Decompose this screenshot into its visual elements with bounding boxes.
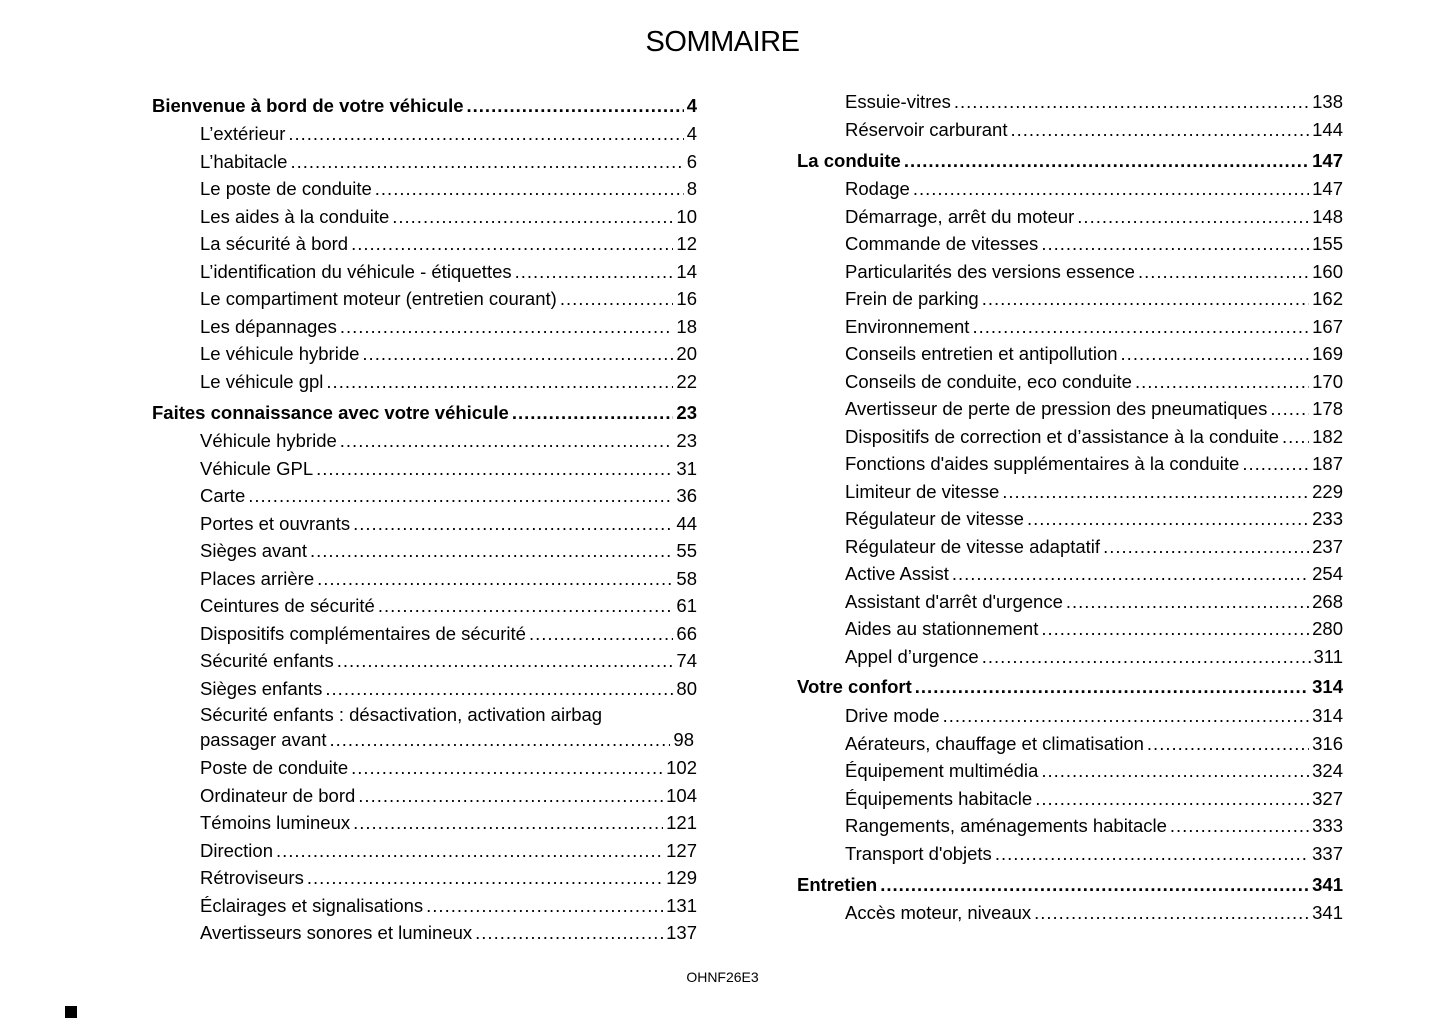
dot-leader [392, 206, 673, 228]
toc-entry[interactable] [797, 371, 1343, 393]
dot-leader [954, 91, 1309, 113]
toc-entry-label: Rangements, aménagements habitacle [845, 815, 1167, 836]
toc-entry[interactable] [152, 178, 697, 200]
toc-entry[interactable] [152, 757, 697, 779]
toc-entry-label: Avertisseurs sonores et lumineux [200, 922, 473, 943]
dot-leader [982, 646, 1311, 668]
dot-leader [529, 623, 673, 645]
toc-entry-page: 229 [1312, 480, 1343, 502]
dot-leader [560, 288, 674, 310]
toc-entry[interactable] [152, 895, 697, 917]
toc-entry-page: 333 [1312, 815, 1343, 836]
toc-entry[interactable] [152, 568, 697, 590]
toc-entry-page: 147 [1312, 150, 1343, 171]
toc-section-heading[interactable] [152, 95, 697, 117]
toc-entry-page: 4 [686, 123, 697, 144]
toc-entry-page: 187 [1312, 453, 1343, 474]
toc-entry[interactable] [152, 812, 697, 834]
toc-entry-page: 36 [676, 485, 697, 506]
toc-entry-page: 268 [1312, 590, 1343, 612]
toc-entry-page: 170 [1312, 370, 1343, 392]
toc-entry-label: Le compartiment moteur (entretien courant) [200, 288, 557, 309]
dot-leader [290, 151, 683, 173]
toc-entry-page: 14 [676, 260, 697, 282]
toc-entry-page: 324 [1312, 760, 1343, 781]
dot-leader [515, 261, 674, 283]
dot-leader [351, 757, 663, 779]
toc-entry-page: 327 [1312, 787, 1343, 809]
toc-entry-label: Véhicule hybride [200, 430, 337, 451]
toc-entry-label: Votre confort [797, 676, 912, 697]
toc-entry[interactable] [797, 288, 1343, 310]
toc-section-heading[interactable] [797, 676, 1343, 698]
toc-entry-label: Véhicule GPL [200, 457, 314, 479]
toc-entry[interactable] [152, 233, 697, 255]
page-title: SOMMAIRE [645, 26, 800, 58]
toc-entry-page: 148 [1312, 205, 1343, 227]
dot-leader [995, 843, 1309, 865]
toc-entry-label: Démarrage, arrêt du moteur [845, 205, 1075, 227]
toc-entry[interactable] [152, 540, 697, 562]
toc-entry[interactable] [797, 733, 1343, 755]
dot-leader [467, 95, 684, 117]
toc-entry[interactable] [152, 513, 697, 535]
toc-entry-page: 4 [686, 95, 697, 116]
dot-leader [307, 867, 663, 889]
toc-entry-page: 58 [676, 567, 697, 589]
dot-leader [952, 563, 1309, 585]
toc-entry[interactable] [152, 316, 697, 338]
toc-entry-page: 237 [1312, 535, 1343, 557]
toc-entry-page: 16 [676, 288, 697, 309]
dot-leader [1041, 760, 1309, 782]
dot-leader [1147, 733, 1309, 755]
toc-entry-page: 155 [1312, 233, 1343, 254]
toc-entry-label: Avertisseur de perte de pression des pneumatiques [845, 398, 1268, 419]
toc-entry[interactable] [152, 729, 694, 751]
toc-entry-label: Dispositifs de correction et d’assistance à la conduite [845, 425, 1279, 447]
dot-leader [1066, 591, 1309, 613]
dot-leader [1010, 119, 1309, 141]
toc-entry[interactable] [152, 430, 697, 452]
dot-leader [351, 233, 673, 255]
toc-entry-page: 121 [666, 812, 697, 833]
dot-leader [310, 540, 673, 562]
toc-entry-label: L’extérieur [200, 123, 286, 144]
toc-entry[interactable] [152, 595, 697, 617]
dot-leader [362, 343, 673, 365]
dot-leader [915, 676, 1309, 698]
toc-entry[interactable] [152, 623, 697, 645]
toc-entry[interactable] [797, 398, 1343, 420]
toc-entry[interactable] [797, 508, 1343, 530]
toc-entry-label: Poste de conduite [200, 757, 349, 778]
toc-entry-label: La sécurité à bord [200, 233, 349, 254]
toc-entry-label: La conduite [797, 150, 901, 171]
toc-entry-label: Portes et ouvrants [200, 512, 351, 534]
toc-entry-label: L’habitacle [200, 150, 288, 172]
toc-entry[interactable] [797, 536, 1343, 558]
toc-entry-page: 12 [676, 233, 697, 254]
toc-entry-label-line2: passager avant [200, 729, 327, 750]
toc-entry-label: Les aides à la conduite [200, 205, 390, 227]
toc-entry-label: Active Assist [845, 563, 949, 584]
toc-section-heading[interactable] [152, 402, 697, 424]
toc-entry-label: Rodage [845, 178, 910, 199]
toc-entry[interactable] [152, 458, 697, 480]
print-registration-mark [65, 1006, 77, 1018]
toc-entry-page: 137 [666, 922, 697, 943]
toc-entry-page: 55 [676, 540, 697, 561]
toc-entry-page: 138 [1312, 91, 1343, 112]
dot-leader [340, 430, 674, 452]
toc-entry-label: Éclairages et signalisations [200, 894, 424, 916]
toc-entry-label: Rétroviseurs [200, 867, 304, 888]
toc-entry-page: 337 [1312, 842, 1343, 864]
toc-entry[interactable] [797, 261, 1343, 283]
dot-leader [353, 812, 663, 834]
toc-entry-label: Conseils de conduite, eco conduite [845, 370, 1132, 392]
dot-leader [943, 705, 1310, 727]
toc-entry-page: 314 [1312, 705, 1343, 726]
toc-entry-page: 316 [1312, 732, 1343, 754]
dot-leader [1170, 815, 1309, 837]
toc-entry[interactable] [152, 371, 697, 393]
toc-entry[interactable] [797, 843, 1343, 865]
toc-entry-label: Essuie-vitres [845, 91, 951, 112]
toc-entry[interactable] [797, 591, 1343, 613]
toc-entry-page: 44 [676, 512, 697, 534]
toc-entry[interactable] [152, 343, 697, 365]
toc-entry[interactable] [152, 151, 697, 173]
toc-entry-label: Accès moteur, niveaux [845, 902, 1032, 923]
toc-entry-page: 127 [666, 839, 697, 861]
dot-leader [426, 895, 663, 917]
dot-leader [982, 288, 1309, 310]
toc-entry-label: Régulateur de vitesse adaptatif [845, 535, 1101, 557]
toc-entry-page: 341 [1312, 902, 1343, 923]
toc-entry[interactable] [797, 233, 1343, 255]
toc-entry-label: Équipement multimédia [845, 760, 1039, 781]
dot-leader [317, 568, 673, 590]
dot-leader [1041, 618, 1309, 640]
toc-entry-label: Commande de vitesses [845, 233, 1039, 254]
toc-entry-page: 23 [676, 430, 697, 451]
toc-section-heading[interactable] [797, 150, 1343, 172]
toc-entry-page: 22 [676, 370, 697, 392]
toc-entry[interactable] [152, 840, 697, 862]
dot-leader [276, 840, 663, 862]
dot-leader [288, 123, 683, 145]
toc-entry-label: Particularités des versions essence [845, 260, 1135, 282]
toc-entry-label: Drive mode [845, 705, 940, 726]
toc-entry-label: Carte [200, 485, 246, 506]
dot-leader [1035, 788, 1309, 810]
toc-entry-label: Entretien [797, 874, 878, 895]
toc-entry-page: 31 [676, 457, 697, 479]
dot-leader [1027, 508, 1309, 530]
dot-leader [248, 485, 673, 507]
toc-entry-label: Places arrière [200, 567, 315, 589]
toc-entry[interactable] [797, 453, 1343, 475]
toc-entry-page: 178 [1312, 398, 1343, 419]
dot-leader [880, 874, 1309, 896]
toc-entry-label: Ceintures de sécurité [200, 595, 375, 616]
toc-entry-page: 311 [1313, 645, 1343, 667]
toc-entry-page: 147 [1312, 178, 1343, 199]
toc-entry-label: Direction [200, 839, 273, 861]
dot-leader [972, 316, 1309, 338]
toc-entry-page: 131 [666, 894, 697, 916]
toc-entry[interactable] [797, 481, 1343, 503]
toc-entry-label: Limiteur de vitesse [845, 480, 1000, 502]
toc-entry[interactable] [797, 91, 1343, 113]
dot-leader [1282, 426, 1309, 448]
toc-entry-label: Dispositifs complémentaires de sécurité [200, 622, 526, 644]
dot-leader [330, 729, 671, 751]
toc-entry[interactable] [797, 563, 1343, 585]
toc-entry-label: Ordinateur de bord [200, 784, 356, 806]
toc-entry-label: Témoins lumineux [200, 812, 351, 833]
toc-entry-label: Assistant d'arrêt d'urgence [845, 590, 1063, 612]
toc-entry-label: Les dépannages [200, 315, 337, 337]
toc-entry-page: 74 [676, 650, 697, 671]
toc-entry[interactable] [797, 760, 1343, 782]
toc-entry-label-line1[interactable]: Sécurité enfants : désactivation, activation airbag [200, 704, 603, 725]
toc-entry[interactable] [152, 867, 697, 889]
dot-leader [1270, 398, 1309, 420]
toc-entry-label: Réservoir carburant [845, 118, 1008, 140]
toc-entry-page: 102 [666, 757, 697, 778]
toc-entry-label: Conseils entretien et antipollution [845, 343, 1118, 364]
toc-entry-page: 66 [676, 622, 697, 644]
toc-entry-label: Aérateurs, chauffage et climatisation [845, 732, 1144, 754]
toc-entry-page: 98 [673, 729, 694, 750]
toc-entry-label: Environnement [845, 315, 970, 337]
toc-entry-page: 23 [676, 402, 697, 423]
toc-entry[interactable] [152, 261, 697, 283]
toc-entry-page: 314 [1312, 676, 1343, 697]
document-code: OHNF26E3 [686, 969, 759, 985]
toc-entry[interactable] [152, 922, 697, 944]
toc-entry-label: Sièges enfants [200, 677, 323, 699]
toc-entry-label: Le véhicule gpl [200, 370, 324, 392]
toc-entry-page: 8 [686, 178, 697, 199]
toc-entry[interactable] [152, 485, 697, 507]
dot-leader [340, 316, 674, 338]
toc-entry-label: Frein de parking [845, 288, 979, 309]
toc-entry-label: Le poste de conduite [200, 178, 372, 199]
dot-leader [1138, 261, 1309, 283]
dot-leader [1242, 453, 1309, 475]
toc-entry-label: Transport d'objets [845, 842, 992, 864]
dot-leader [326, 371, 673, 393]
toc-entry-page: 280 [1312, 618, 1343, 639]
dot-leader [358, 785, 663, 807]
toc-entry-label: Fonctions d'aides supplémentaires à la conduite [845, 453, 1240, 474]
dot-leader [913, 178, 1309, 200]
dot-leader [512, 402, 674, 424]
toc-entry[interactable] [797, 206, 1343, 228]
toc-entry-label: Aides au stationnement [845, 618, 1039, 639]
dot-leader [1121, 343, 1310, 365]
dot-leader [375, 178, 684, 200]
dot-leader [337, 650, 674, 672]
toc-entry-label: Faites connaissance avec votre véhicule [152, 402, 509, 423]
toc-entry[interactable] [152, 785, 697, 807]
dot-leader [904, 150, 1309, 172]
toc-entry-label: Appel d’urgence [845, 645, 979, 667]
dot-leader [325, 678, 673, 700]
toc-entry-page: 6 [686, 150, 697, 172]
toc-section-heading[interactable] [797, 874, 1343, 896]
toc-entry-page: 169 [1312, 343, 1343, 364]
toc-entry-label: Régulateur de vitesse [845, 508, 1024, 529]
toc-entry-label: Sièges avant [200, 540, 307, 561]
toc-entry-page: 20 [676, 343, 697, 364]
toc-entry-label: Le véhicule hybride [200, 343, 360, 364]
dot-leader [1002, 481, 1309, 503]
toc-entry[interactable] [797, 426, 1343, 448]
toc-entry-page: 167 [1312, 315, 1343, 337]
toc-entry[interactable] [797, 705, 1343, 727]
toc-entry-page: 162 [1312, 288, 1343, 309]
toc-entry[interactable] [797, 815, 1343, 837]
toc-entry-page: 233 [1312, 508, 1343, 529]
dot-leader [378, 595, 674, 617]
toc-entry[interactable] [797, 178, 1343, 200]
dot-leader [1034, 902, 1309, 924]
toc-entry[interactable] [152, 678, 697, 700]
toc-entry[interactable] [797, 902, 1343, 924]
dot-leader [1103, 536, 1309, 558]
toc-entry-page: 254 [1312, 563, 1343, 584]
toc-entry-label: L’identification du véhicule - étiquettes [200, 260, 512, 282]
toc-entry-page: 129 [666, 867, 697, 888]
toc-entry-label: Équipements habitacle [845, 787, 1033, 809]
toc-entry-page: 160 [1312, 260, 1343, 282]
dot-leader [1041, 233, 1309, 255]
toc-entry-label: Bienvenue à bord de votre véhicule [152, 95, 464, 116]
toc-entry[interactable] [797, 316, 1343, 338]
toc-entry[interactable] [152, 650, 697, 672]
toc-entry[interactable] [152, 288, 697, 310]
toc-entry-page: 104 [666, 784, 697, 806]
toc-entry[interactable] [152, 206, 697, 228]
toc-entry-page: 61 [676, 595, 697, 616]
toc-entry-page: 10 [676, 205, 697, 227]
toc-entry-page: 144 [1312, 118, 1343, 140]
toc-entry[interactable] [797, 646, 1343, 668]
toc-entry-page: 182 [1312, 425, 1343, 447]
toc-entry-page: 80 [676, 677, 697, 699]
dot-leader [1077, 206, 1309, 228]
toc-entry-page: 18 [676, 315, 697, 337]
toc-entry[interactable] [152, 123, 697, 145]
toc-entry[interactable] [797, 618, 1343, 640]
toc-entry[interactable] [797, 119, 1343, 141]
dot-leader [1135, 371, 1309, 393]
dot-leader [316, 458, 673, 480]
dot-leader [475, 922, 663, 944]
toc-entry[interactable] [797, 788, 1343, 810]
toc-entry-label: Sécurité enfants [200, 650, 334, 671]
toc-entry-page: 341 [1312, 874, 1343, 895]
toc-entry[interactable] [797, 343, 1343, 365]
dot-leader [353, 513, 673, 535]
